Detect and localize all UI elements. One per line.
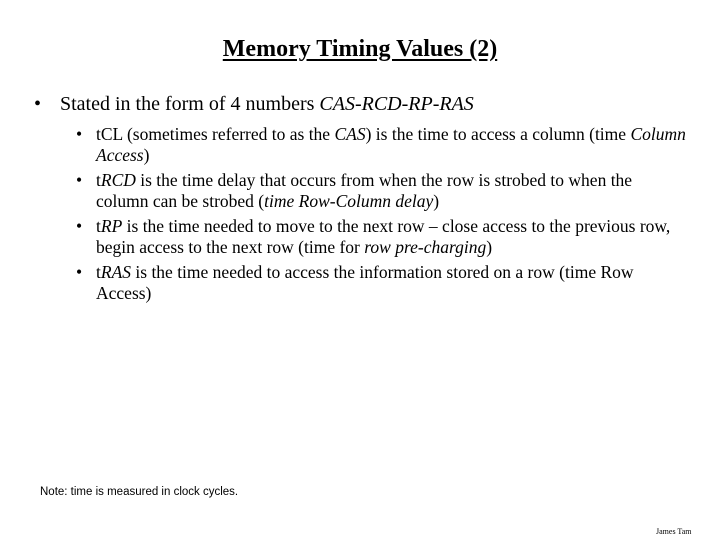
- bullet-icon: •: [34, 93, 42, 115]
- slide-title: Memory Timing Values (2): [222, 36, 498, 62]
- main-bullet-emphasis: CAS-RCD-RP-RAS: [319, 93, 474, 115]
- bullet-icon: •: [76, 216, 83, 236]
- sub-bullet-text: is the time delay that occurs from when the row is strobed to when the column can be strobed (: [96, 170, 633, 211]
- sub-bullet-text: is the time needed to access the information stored on a row (time Row Access): [96, 262, 634, 303]
- footnote: Note: time is measured in clock cycles.: [40, 486, 239, 498]
- bullet-icon: •: [76, 262, 83, 282]
- sub-bullet-text: t: [96, 262, 101, 282]
- sub-bullet-text: RP: [100, 216, 123, 236]
- sub-bullet-text: row pre-charging: [364, 237, 487, 257]
- sub-bullet-item: [76, 170, 686, 212]
- sub-bullet-text: t: [96, 124, 101, 144]
- sub-bullet-text: t: [96, 216, 101, 236]
- sub-bullet-text: RAS: [100, 262, 132, 282]
- sub-bullet-item: [76, 216, 686, 258]
- sub-bullet-list: [76, 124, 686, 308]
- main-bullet-text: Stated in the form of 4 numbers: [60, 93, 320, 115]
- bullet-icon: •: [76, 124, 83, 144]
- sub-bullet-item: [76, 262, 686, 304]
- sub-bullet-item: [76, 124, 686, 166]
- sub-bullet-text: RCD: [100, 170, 136, 190]
- sub-bullet-text: time Row-Column delay: [264, 191, 434, 211]
- sub-bullet-text: CL (sometimes referred to as the: [100, 124, 335, 144]
- author-credit: James Tam: [656, 527, 692, 536]
- sub-bullet-text: Column Access: [96, 124, 686, 165]
- main-bullet: [34, 92, 694, 116]
- sub-bullet-text: is the time needed to move to the next row – close access to the previous row, begin access to the next row (time for: [96, 216, 671, 257]
- sub-bullet-text: ) is the time to access a column (time: [365, 124, 631, 144]
- sub-bullet-text: CAS: [334, 124, 366, 144]
- sub-bullet-text: ): [433, 191, 440, 211]
- sub-bullet-text: ): [486, 237, 493, 257]
- sub-bullet-text: ): [143, 145, 150, 165]
- bullet-icon: •: [76, 170, 83, 190]
- sub-bullet-text: t: [96, 170, 101, 190]
